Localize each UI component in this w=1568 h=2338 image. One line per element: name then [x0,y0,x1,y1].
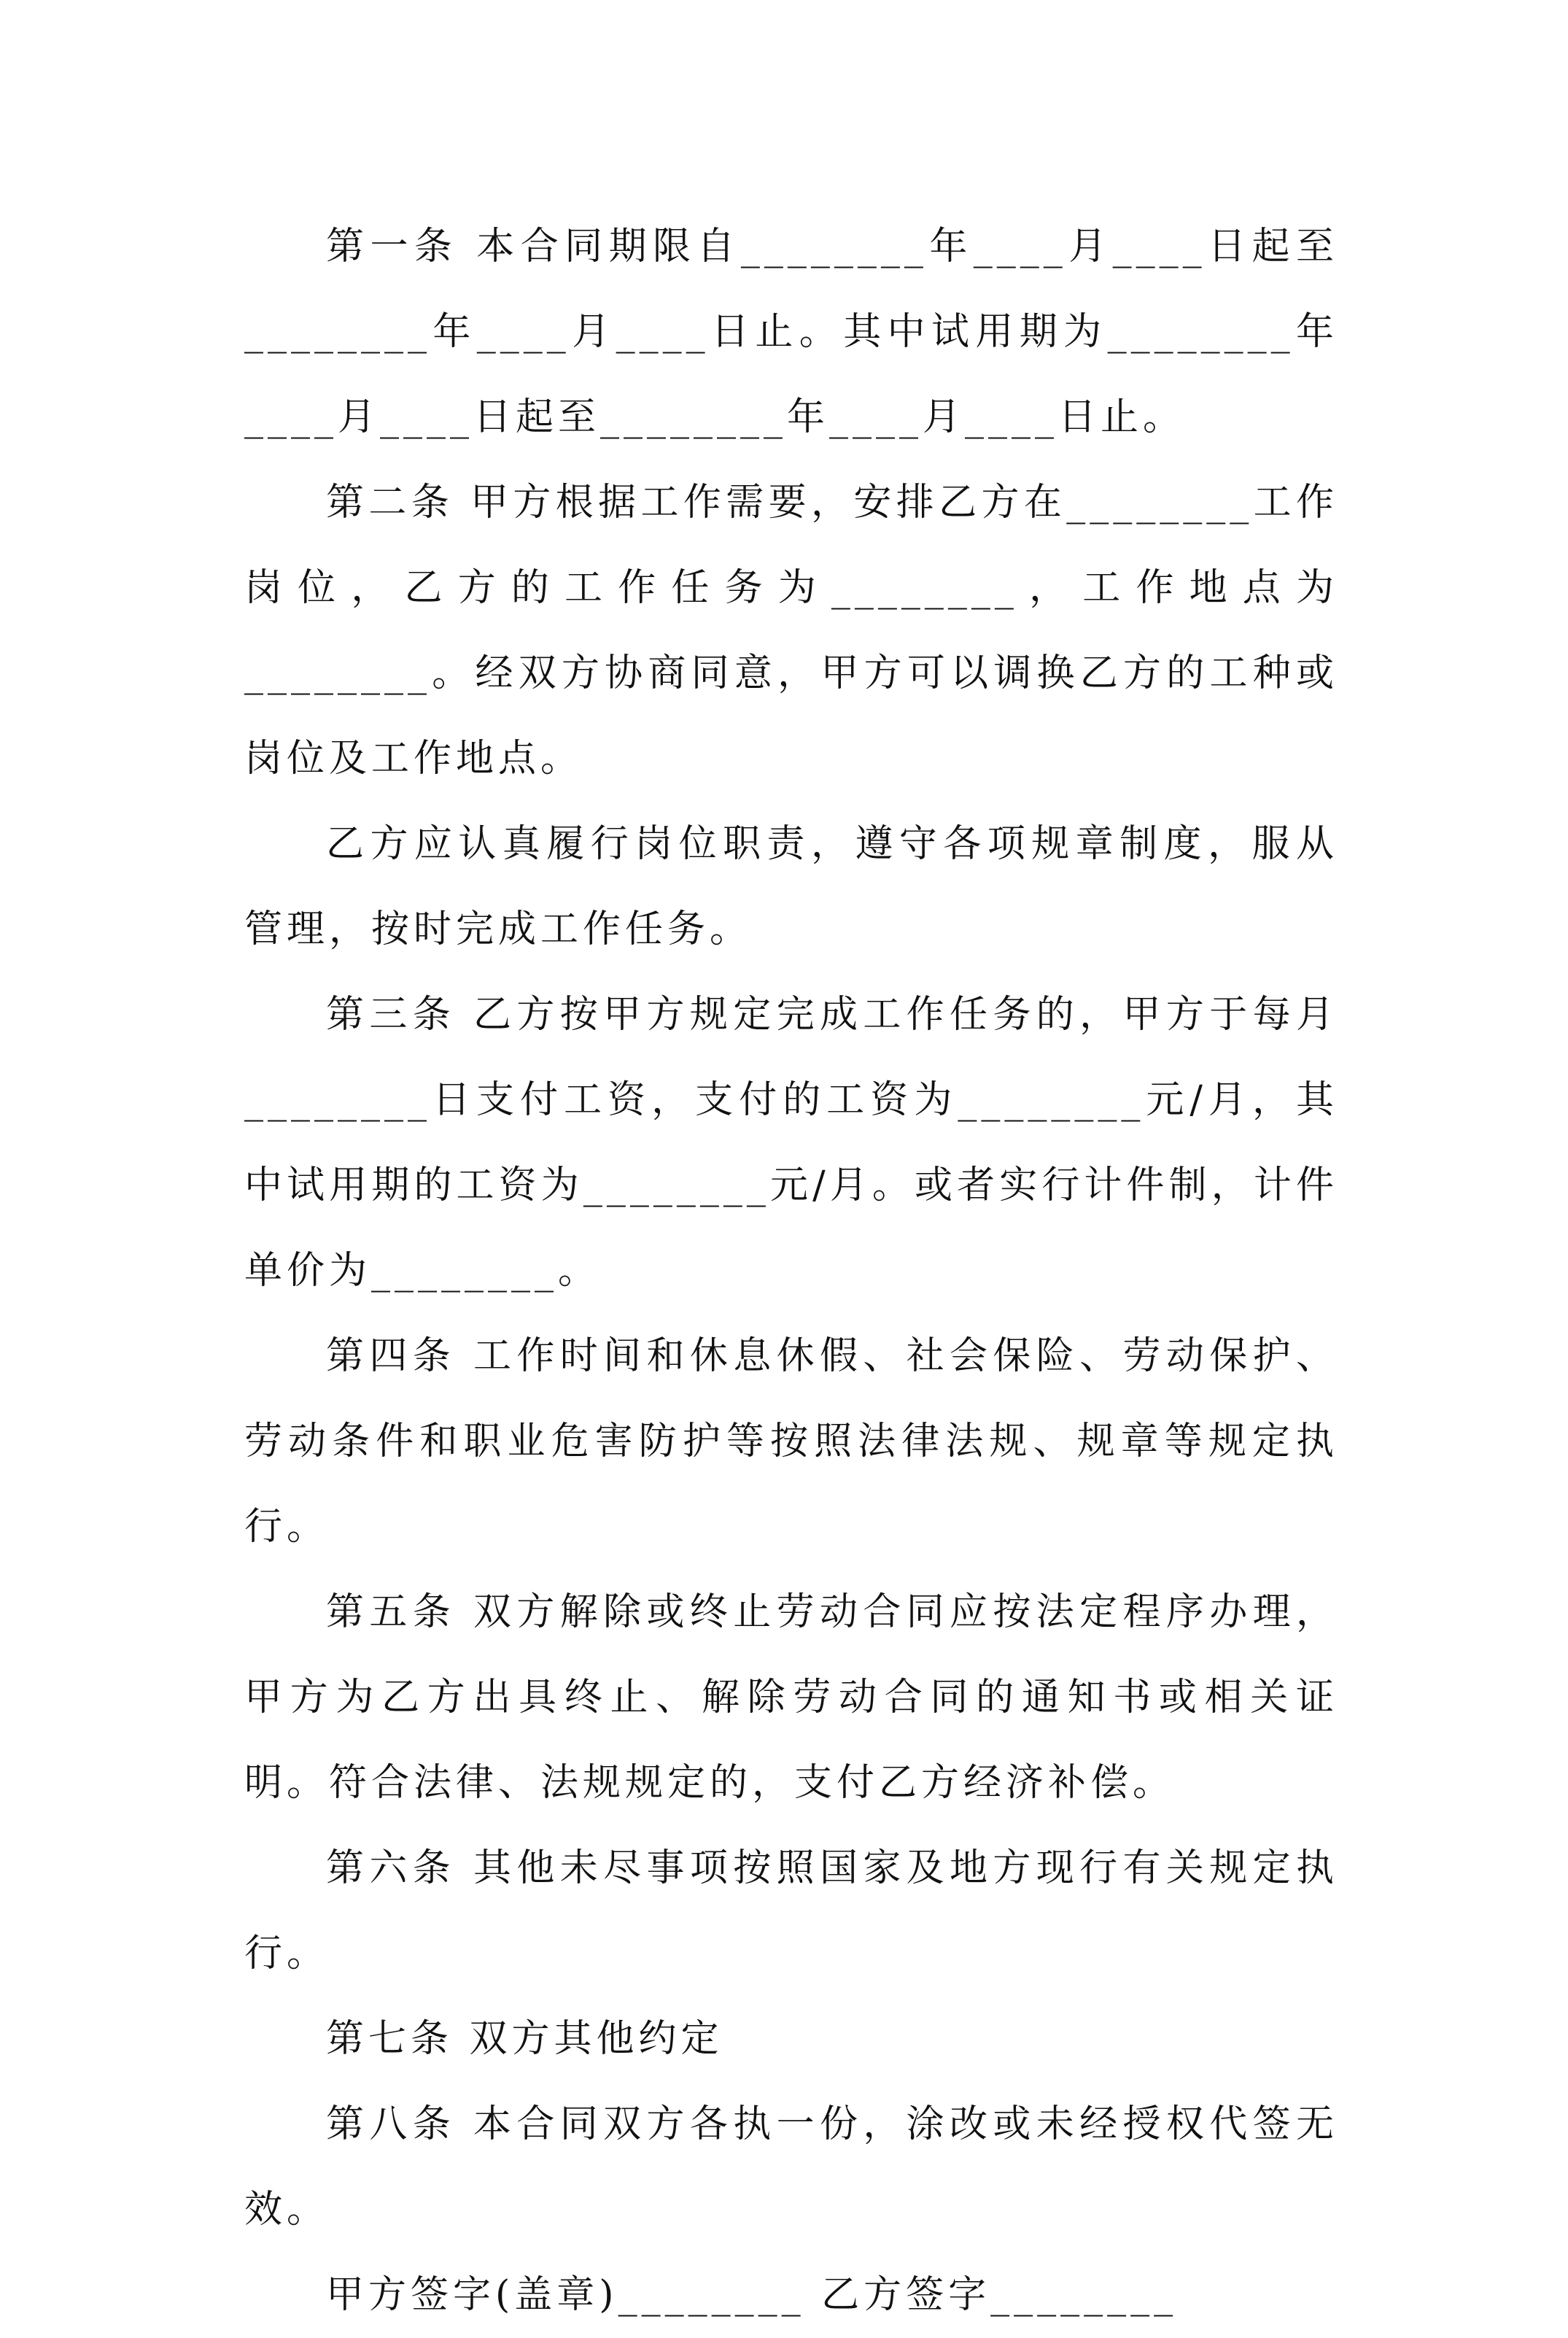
article-2-duties-paragraph: 乙方应认真履行岗位职责，遵守各项规章制度，服从管理，按时完成工作任务。 [244,822,1338,951]
article-4-paragraph: 第四条 工作时间和休息休假、社会保险、劳动保护、劳动条件和职业危害防护等按照法律法规、规章等规定执行。 [244,1334,1338,1549]
article-5-paragraph: 第五条 双方解除或终止劳动合同应按法定程序办理，甲方为乙方出具终止、解除劳动合同的通知书或相关证明。符合法律、法规规定的，支付乙方经济补偿。 [244,1590,1338,1805]
article-1-paragraph: 第一条 本合同期限自________年____月____日起至________年____月____日止。其中试用期为________年____月____日起至________年____月____日止。 [244,225,1338,439]
article-2-paragraph: 第二条 甲方根据工作需要，安排乙方在________工作岗位，乙方的工作任务为________，工作地点为________。经双方协商同意，甲方可以调换乙方的工种或岗位及工作地点。 [244,481,1338,781]
document-body [244,204,1338,2338]
article-7-paragraph: 第七条 双方其他约定 [326,2017,723,2061]
article-3-paragraph: 第三条 乙方按甲方规定完成工作任务的，甲方于每月________日支付工资，支付的工资为________元/月，其中试用期的工资为________元/月。或者实行计件制，计件单价为________。 [244,993,1338,1293]
article-6-paragraph: 第六条 其他未尽事项按照国家及地方现行有关规定执行。 [244,1846,1338,1975]
article-8-paragraph: 第八条 本合同双方各执一份，涂改或未经授权代签无效。 [244,2102,1338,2231]
signature-line: 甲方签字(盖章)________ 乙方签字________ [326,2273,1178,2317]
